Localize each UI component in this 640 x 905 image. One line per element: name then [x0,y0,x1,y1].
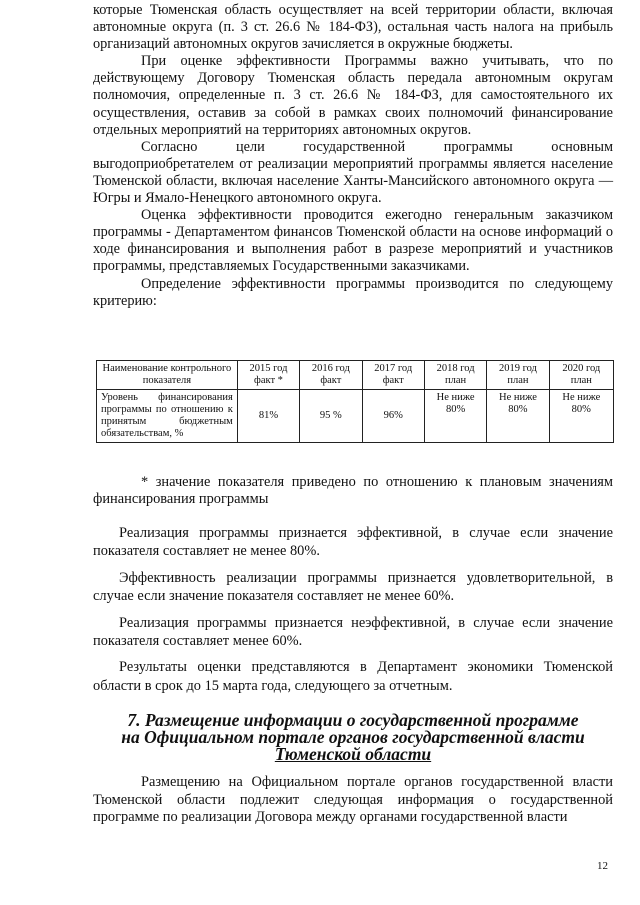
body-criteria [93,524,613,703]
table-header-row [97,361,614,390]
table-row [97,390,614,443]
page-number: 12 [597,860,608,872]
footnote-block [93,474,613,508]
header-2017: 2017 год факт [362,361,424,390]
paragraph-results: Результаты оценки представляются в Департамент экономики Тюменской области в срок до 15 марта года, следующего за отчетным. [93,659,613,694]
header-2020: 2020 год план [549,361,613,390]
section-heading-line-3: Тюменской области [274,744,432,764]
paragraph-continuation: которые Тюменская область осуществляет на всей территории области, включая автономные округа (п. 3 ст. 26.6 № 184-ФЗ), остальная часть налога на прибыль организаций автономных округов зачисляется в окружные бюджеты. [93,2,613,53]
cell-2017: 96% [362,390,424,443]
section-heading [80,712,626,763]
paragraph-ineffective: Реализация программы признается неэффективной, в случае если значение показателя составляет менее 60%. [93,614,613,649]
cell-2019: Не ниже 80% [487,390,549,443]
paragraph-evaluation: Оценка эффективности проводится ежегодно генеральным заказчиком программы - Департаментом финансов Тюменской области на основе информаций о ходе финансирования и выполнения работ в разрезе мероприятий и участников программы, представляемых Государственными заказчиками. [93,207,613,275]
cell-2018: Не ниже 80% [424,390,486,443]
section-heading-line-2: на Официальном портале органов государственной власти [121,727,585,747]
footnote: * значение показателя приведено по отношению к плановым значениям финансирования программы [93,474,613,508]
paragraph-beneficiary: Согласно цели государственной программы основным выгодоприобретателем от реализации мероприятий программы является население Тюменской области, включая население Ханты-Мансийского автономного округа — Югры и Ямало-Ненецкого автономного округа. [93,138,613,207]
header-2019: 2019 год план [487,361,549,390]
header-2015: 2015 год факт * [237,361,299,390]
section-heading-line-1: 7. Размещение информации о государственной программе [127,710,579,730]
paragraph-satisfactory: Эффективность реализации программы признается удовлетворительной, в случае если значение показателя составляет не менее 60%. [93,569,613,604]
paragraph-criterion-intro: Определение эффективности программы производится по следующему критерию: [93,275,613,309]
body-bottom [93,774,613,827]
cell-2015: 81% [237,390,299,443]
paragraph-effective: Реализация программы признается эффективной, в случае если значение показателя составляет не менее 80%. [93,525,613,560]
cell-indicator: Уровень финансирования программы по отношению к принятым бюджетным обязательствам, % [97,390,238,443]
header-indicator: Наименование контрольного показателя [97,361,238,390]
paragraph-portal: Размещению на Официальном портале органов государственной власти Тюменской области подлежит следующая информация о государственной программе по реализации Договора между органами государственной власти [93,774,613,825]
cell-2020: Не ниже 80% [549,390,613,443]
header-2018: 2018 год план [424,361,486,390]
cell-2016: 95 % [300,390,362,443]
indicator-table [96,360,614,443]
header-2016: 2016 год факт [300,361,362,390]
body-top [93,2,613,310]
paragraph-effectiveness-context: При оценке эффективности Программы важно учитывать, что по действующему Договору Тюменская область передала автономным округам полномочия, определенные п. 3 ст. 26.6 № 184-ФЗ, для самостоятельного их осуществления, оставив за собой в рамках своих полномочий финансирование отдельных мероприятий на территориях автономных округов. [93,53,613,138]
